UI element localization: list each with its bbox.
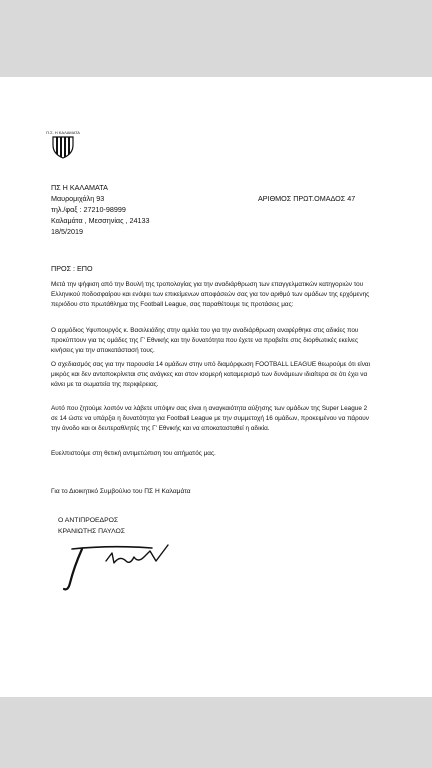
signatory-name: ΚΡΑΝΙΩΤΗΣ ΠΑΥΛΟΣ	[58, 528, 125, 535]
paragraph-5: Ευελπιστούμε στη θετική αντιμετώπιση του αιτήματός μας.	[51, 450, 216, 457]
recipient-line: ΠΡΟΣ : ΕΠΟ	[51, 264, 93, 273]
protocol-number: ΑΡΙΘΜΟΣ ΠΡΩΤ.ΟΜΑΔΟΣ 47	[258, 194, 356, 203]
sender-street: Μαυρομιχάλη 93	[51, 194, 105, 203]
sender-city: Καλαμάτα , Μεσσηνίας , 24133	[51, 216, 150, 225]
sender-phone: τηλ./φαξ : 27210-98999	[51, 205, 126, 214]
signatory-block	[58, 515, 125, 537]
sender-club-name: ΠΣ Η ΚΑΛΑΜΑΤΑ	[51, 183, 108, 192]
letter-page	[0, 77, 432, 697]
letter-date: 18/5/2019	[51, 227, 83, 236]
handwritten-signature	[60, 545, 200, 595]
signatory-title: Ο ΑΝΤΙΠΡΟΕΔΡΟΣ	[58, 517, 119, 524]
crest-label: Π.Σ. Η ΚΑΛΑΜΑΤΑ	[46, 130, 80, 135]
paragraph-1: Μετά την ψήφιση από την Βουλή της τροπολογίας για την αναδιάρθρωση των επαγγελματικών κατηγοριών του Ελληνικού ποδοσφαίρου και ενόψει των επικείμενων αποφάσεών σας για τον αριθμό των ομάδων της ερχόμενης περιόδου στο πρωτάθλημα της Football League, σας παραθέτουμε τις προτάσεις μας:	[51, 281, 370, 309]
closing-line: Για το Διοικητικό Συμβούλιο του ΠΣ Η Καλαμάτα	[51, 488, 191, 495]
paragraph-4: Αυτό που ζητούμε λοιπόν να λάβετε υπόψιν σας είναι η αναγκαιότητα αύξησης των ομάδων της Super League 2 σε 14 ώστε να υπάρξει η δυνατότητα για Football League με την συμμετοχή 16 ομάδων, προκειμένου να πάρουν την άνοδο και οι δευτεραθλητές της Γ' Εθνικής και να αποκατασταθεί η αδικία.	[51, 405, 369, 433]
paragraph-3: Ο σχεδιασμός σας για την παρουσία 14 ομάδων στην υπό διαμόρφωση FOOTBALL LEAGUE θεωρούμε ότι είναι μικρός και δεν ανταποκρίνεται στις ανάγκες και στον ισομερή καταμερισμό των δυνάμεων ιδιαίτερα σε ότι έχει να κάνει με τα σωματεία της περιφέρειας.	[51, 361, 371, 389]
sender-address	[51, 182, 150, 237]
club-crest-logo	[46, 129, 80, 159]
paragraph-2: Ο αρμόδιος Υφυπουργός κ. Βασιλειάδης στην ομιλία του για την αναδιάρθρωση αναφέρθηκε στις αδικίες που προκύπτουν για τις ομάδες της Γ' Εθνικής και την δυνατότητα που έχετε να προβείτε στις διορθωτικές εκείνες κινήσεις για την αποκατάστασή τους.	[51, 327, 359, 355]
